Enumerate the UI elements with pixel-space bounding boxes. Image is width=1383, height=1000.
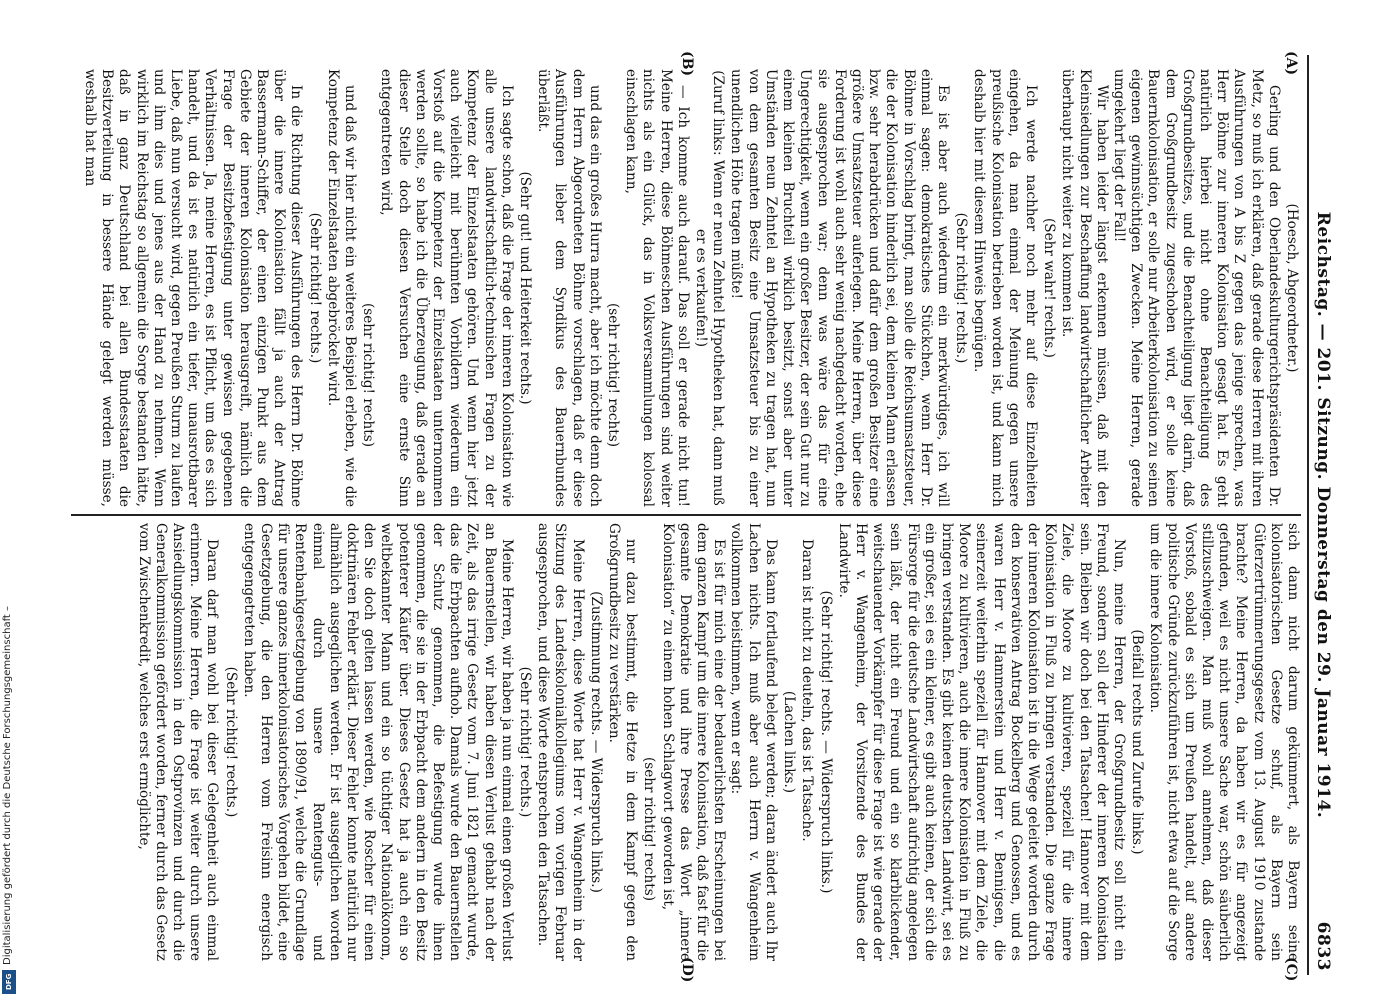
interjection: (sehr richtig! rechts) (360, 302, 377, 447)
interjection: (Zustimmung rechts. — Widerspruch links.) (587, 591, 604, 893)
paragraph: und daß wir hier nicht ein weiteres Beispiel erleben, wie die Kompetenz der Einzelstaaten abgebröckelt wird. (324, 69, 359, 507)
column-divider (71, 514, 1301, 516)
paragraph: Meine Herren, wir haben ja nun einmal einen großen Verlust an Bauernstellen, wir haben diesen Verlust gehabt nach der Zeit, als das irrige Gesetz vom 7. Juni 1821 gemacht wurde, das die Erbpachten aufhob. Damals wurde den Bauernstellen der Schutz genommen, die Befestigung wurde ihnen genommen, die sie in der Erbpacht dem andern in den Besitz potenterer Käufer über. Dieses Gesetz hat ja auch ein so weltbekannter Mann und ein so tüchtiger Nationalökonom, den Sie doch gelten lassen werden, wie Roscher für einen doktrinären Fehler erklärt. Dieser Fehler konnte natürlich nur allmählich ausgeglichen werden. Er ist ausgeglichen worden einmal durch unsere Rentenguts- und Rentenbankgesetzgebung von 1890/91, welche die Grundlage für unsere ganzes innerkolonisatorisches Vorgehen bildet, eine Gesetzgebung, die den Herren vom Freisinn energisch entgegengetreten haben. (240, 523, 515, 961)
margin-marker-b: (B) (679, 51, 695, 77)
interjection: (Sehr richtig! rechts.) (517, 666, 534, 818)
margin-marker-c: (C) (1283, 957, 1299, 982)
paragraph: Ich werde nachher noch mehr auf diese Einzelheiten eingehen, da man einmal der Meinung gegen unsere preußische Kolonisation betrieben worden ist, und kann mich deshalb hier mit diesem Hinweis begnügen. (971, 69, 1039, 507)
paragraph: Das kann fortlaufend belegt werden; daran ändert auch Ihr Lachen nichts. Ich muß aber auch Herrn v. Wangenheim vollkommen beistimmen, wenn er sagt: (728, 523, 779, 961)
page-header (1307, 55, 1335, 975)
digitization-credit: Digitalisierung gefördert durch die Deutsche Forschungsgemeinschaft – (2, 605, 13, 965)
interjection: (sehr richtig! rechts) (605, 302, 622, 447)
paragraph: Es ist für mich eine der bedauerlichsten Erscheinungen bei dem ganzen Kampf um die innere Kolonisation, daß fast für die gesamte Demokratie und ihre Presse das Wort „innere Kolonisation“ zu einem hohen Schlagwort geworden ist, (659, 523, 728, 961)
paragraph: In die Richtung dieser Ausführungen des Herrn Dr. Böhme über die innere Kolonisation fällt ja auch der Antrag Bassermann-Schiffer, der einen einzigen Punkt aus dem Gebiete der inneren Kolonisation herausgreift, nämlich die Frage der Besitzbefestigung unter gewissen gegebenen Verhältnissen. Ja, meine Herren, es ist Pflicht, um das es sich handelt, und da ist es natürlich ein tiefer, unausrottbarer Liebe, daß nun versucht wird, gegen Preußen Sturm zu laufen und ihm dies und jenes aus der Hand zu nehmen. Wenn wirklich im Reichstag so allgemein die Sorge bestanden hätte, daß in ganz Deutschland bei allen Bundesstaaten die Besitzverteilung in bessere Hände gelegt werden müsse, weshalb hat man (81, 69, 305, 507)
paragraph: Es ist aber auch wiederum ein merkwürdiges, ich will einmal sagen: demokratisches Stückchen, wenn Herr Dr. Böhme in Vorschlag bringt, man solle die Reichsumsatzsteuer, die der Kolonisation hinderlich sei, dem kleinen Mann erlassen bzw. sehr herabdrücken und dafür dem großen Besitzer eine größere Umsatzsteuer auferlegen. Meine Herren, über diese Forderung ist wohl auch sehr wenig nachgedacht worden, ehe sie ausgesprochen war; denn was wäre das für eine Ungerechtigkeit, wenn ein großer Besitzer, der sein Gut nur zu einem kleinen Bruchteil wirklich besitzt, sonst aber unter Umständen neun Zehntel an Hypotheken zu tragen hat, nun von dem gesamten Besitz eine Umsatzsteuer bis zu einer unendlichen Höhe tragen müßte! (728, 69, 951, 507)
paragraph: Daran darf man wohl bei dieser Gelegenheit auch einmal erinnern. Meine Herren, die Frage ist weiter durch unsere Ansiedlungskommission in den Ostprovinzen und durch die Generalkommission gefördert worden, ferner durch das Gesetz vom Zwischenkredit, welches erst ermöglichte, (135, 523, 221, 961)
paragraph: sich dann nicht darum gekümmert, als Bayern seine kolonisatorischen Gesetze schuf, als Bayern sein Güterzertrümmerungsgesetz vom 13. August 1910 zustande brachte? Meine Herren, da haben wir es für angezeigt gefunden, weil es nicht unsere Sache war, schön säuberlich stillzuschweigen. Man muß wohl annehmen, daß dieser Vorstoß, sobald es sich um Preußen handelt, auf andere politische Gründe zurückzuführen ist, nicht etwa auf die Sorge um die innere Kolonisation. (1147, 523, 1301, 961)
paragraph: Meine Herren, diese Worte hat Herr v. Wangenheim in der Sitzung des Landeskolonialkollegiums vom vorigen Februar ausgesprochen, und diese Worte entsprechen den Tatsachen. (535, 523, 586, 961)
margin-marker-a: (A) (1283, 51, 1299, 76)
paragraph: Gerling und den Oberlandeskulturgerichtspräsidenten Dr. Metz, so muß ich erklären, daß gerade diese Herren mit ihren Ausführungen von A bis Z gegen das jenige sprechen, was Herr Böhme zur inneren Kolonisation gesagt hat. Es geht natürlich hierbei nicht ohne Benachteiligung des Großgrundbesitzes, und die Benachteiligung liegt darin, daß dem Großgrundbesitz zugeschoben wird, er solle keine Bauernkolonisation, er solle nur Arbeiterkolonisation zu seinen eigenen gewinnsüchtigen Zwecken. Meine Herren, gerade umgekehrt liegt der Fall! (1110, 69, 1282, 507)
paragraph: und das ein großes Hurra macht, aber ich möchte denn doch dem Herrn Abgeordneten Böhme vorschlagen, daß er diese Ausführungen lieber dem Syndikus des Bauernbundes überläßt. (535, 69, 603, 507)
paragraph: Nun, meine Herren, der Großgrundbesitz soll nicht ein Freund, sondern soll der Hinderer der inneren Kolonisation sein. Bleiben wir doch bei den Tatsachen! Hannover mit dem Ziele, die Moore zu kultivieren, speziell für die innere Kolonisation in Fluß zu bringen verstanden. Die ganze Frage der inneren Kolonisation ist in die Wege geleitet worden durch den konservativen Antrag Bockelberg und Genossen, und es waren Herr v. Hammerstein und Herr v. Bennigsen, die seinerzeit weiterhin speziell für Hannover mit dem Ziele, die Moore zu kultivieren, auch die innere Kolonisation in Fluß zu bringen verstanden. Es gibt keinen deutschen Landwirt, sei es ein großer, sei es ein kleiner, es gibt auch keinen, der sich die Fürsorge für die deutsche Landwirtschaft aufrichtig angelegen sein läßt, der nicht ein Freund und ein so klarblickender, weitschauender Vorkämpfer für diese Frage ist wie gerade der Herr v. Wangenheim, der Vorsitzende des Bundes der Landwirte. (835, 523, 1127, 961)
interjection: (Sehr gut! und Heiterkeit rechts.) (517, 171, 534, 405)
document-page (55, 51, 1335, 983)
page-title: Reichstag. — 201. Sitzung. Donnerstag den 29. Januar 1914. (1313, 211, 1333, 819)
interjection: (Sehr wahr! rechts.) (1041, 218, 1058, 358)
dfg-logo: DFG (2, 970, 16, 994)
paragraph: Ich sagte schon, daß die Frage der inneren Kolonisation wie alle unsere landwirtschaftlich-technischen Fragen zu der Kompetenz der Einzelstaaten gehören. Und wenn hier jetzt auch vielleicht mit berühmten Vorbildern wiederum ein Vorstoß auf die Kompetenz der Einzelstaaten unternommen werden sollte, so habe ich die Überzeugung, daß gerade an dieser Stelle doch diesen Versuchen eine ernste Sinn entgegentreten wird, (378, 69, 515, 507)
interjection: (Sehr richtig! rechts. — Widerspruch links.) (817, 590, 834, 894)
interjection: (Zuruf links: Wenn er neun Zehntel Hypotheken hat, dann muß er es verkaufen!) (693, 70, 727, 506)
paragraph: nur dazu bestimmt, die Hetze in dem Kampf gegen den Großgrundbesitz zu verstärken. (606, 523, 640, 961)
right-column (134, 523, 1301, 961)
page-number: 6833 (1313, 921, 1333, 971)
paragraph: Wir haben leider längst erkennen müssen, daß mit den Kleinsiedlungen zur Beschaffung landwirtschaftlicher Arbeiter überhaupt nicht weiter zu kommen ist. (1059, 69, 1110, 507)
interjection: (Sehr richtig! rechts.) (953, 212, 970, 364)
interjection: (Hoesch, Abgeordneter.) (1284, 203, 1300, 373)
interjection: (Lachen links.) (781, 690, 798, 794)
paragraph: — Ich komme auch darauf. Das soll er gerade nicht tun! Meine Herren, diese Böhmeschen Ausführungen sind weiter nichts als ein Glück, das in Volksversammlungen kolossal einschlagen kann, (623, 69, 691, 507)
interjection: (Sehr richtig! rechts.) (222, 666, 239, 818)
paragraph: Daran ist nicht zu deuteln, das ist Tatsache. (799, 539, 816, 842)
margin-marker-d: (D) (679, 957, 695, 983)
left-column (81, 69, 1301, 507)
interjection: (Sehr richtig! rechts.) (306, 212, 323, 364)
interjection: (sehr richtig! rechts) (641, 756, 658, 901)
interjection: (Beifall rechts und Zurufe links.) (1129, 629, 1146, 855)
